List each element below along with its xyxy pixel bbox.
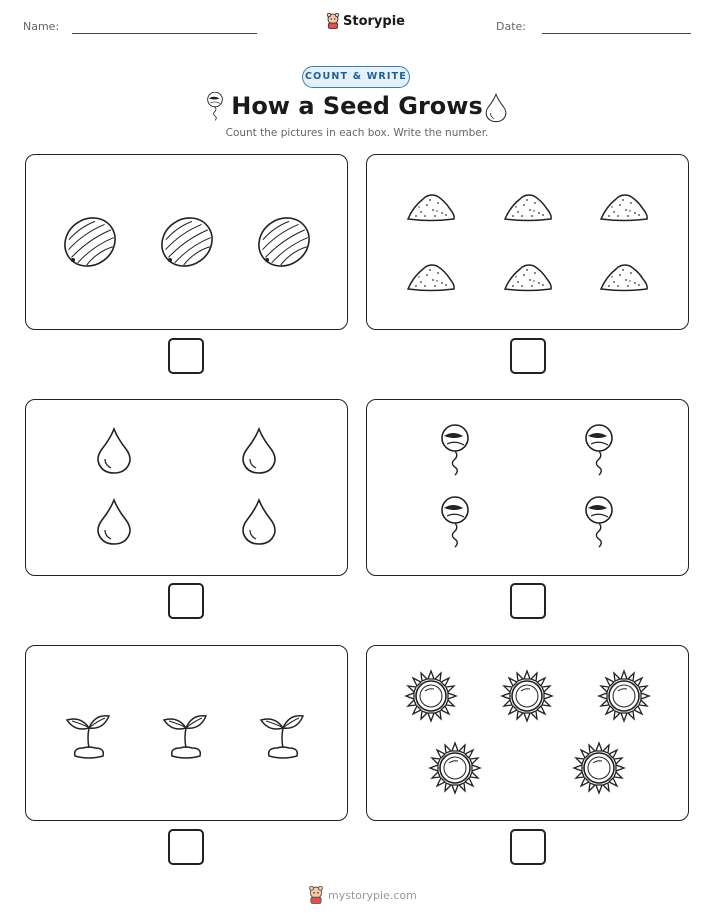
instructions: Count the pictures in each box. Write the number.	[225, 127, 489, 139]
answer-box-water-drops[interactable]	[168, 583, 204, 619]
answer-box-seeds[interactable]	[168, 338, 204, 374]
answer-box-germinating-seeds[interactable]	[510, 583, 546, 619]
seed-icon	[250, 208, 319, 276]
count-box-soil	[366, 154, 689, 330]
germinating-seed-icon	[442, 497, 468, 547]
storypie-mascot-icon	[326, 13, 340, 29]
sun-icon	[406, 671, 456, 721]
answer-box-suns[interactable]	[510, 829, 546, 865]
germinating-seed-icon	[586, 425, 612, 475]
sprout-icon	[261, 716, 303, 758]
count-box-seeds	[25, 154, 348, 330]
sprout-icon	[67, 716, 109, 758]
footer-site-link[interactable]: mystorypie.com	[328, 888, 417, 902]
water-drop-icon	[98, 429, 130, 473]
water-drop-icon	[243, 500, 275, 544]
soil-pile-icon	[408, 265, 454, 291]
water-drop-icon	[484, 93, 508, 123]
water-drop-icon	[98, 500, 130, 544]
answer-box-sprouts[interactable]	[168, 829, 204, 865]
soil-pile-icon	[505, 265, 551, 291]
count-write-badge: COUNT & WRITE	[302, 66, 410, 88]
germinating-seed-icon	[442, 425, 468, 475]
germinating-seed-icon	[586, 497, 612, 547]
count-box-water-drops	[25, 399, 348, 576]
seed-icon	[56, 208, 125, 276]
sun-icon	[502, 671, 552, 721]
count-box-germinating-seeds	[366, 399, 689, 576]
date-label: Date:	[496, 20, 526, 33]
name-label: Name:	[23, 20, 60, 33]
soil-pile-icon	[408, 195, 454, 221]
footer	[308, 886, 417, 904]
seed-icon	[153, 208, 222, 276]
storypie-logo	[326, 13, 405, 29]
soil-pile-icon	[505, 195, 551, 221]
count-box-sprouts	[25, 645, 348, 821]
soil-pile-icon	[601, 195, 647, 221]
name-field[interactable]	[72, 33, 257, 34]
water-drop-icon	[243, 429, 275, 473]
date-field[interactable]	[542, 33, 691, 34]
sun-icon	[574, 743, 624, 793]
sprout-icon	[164, 716, 206, 758]
soil-pile-icon	[601, 265, 647, 291]
sun-icon	[430, 743, 480, 793]
answer-box-soil[interactable]	[510, 338, 546, 374]
count-box-suns	[366, 645, 689, 821]
storypie-mascot-icon	[308, 886, 324, 904]
brand-name: Storypie	[343, 13, 405, 29]
sun-icon	[599, 671, 649, 721]
page-title: How a Seed Grows	[231, 92, 483, 120]
